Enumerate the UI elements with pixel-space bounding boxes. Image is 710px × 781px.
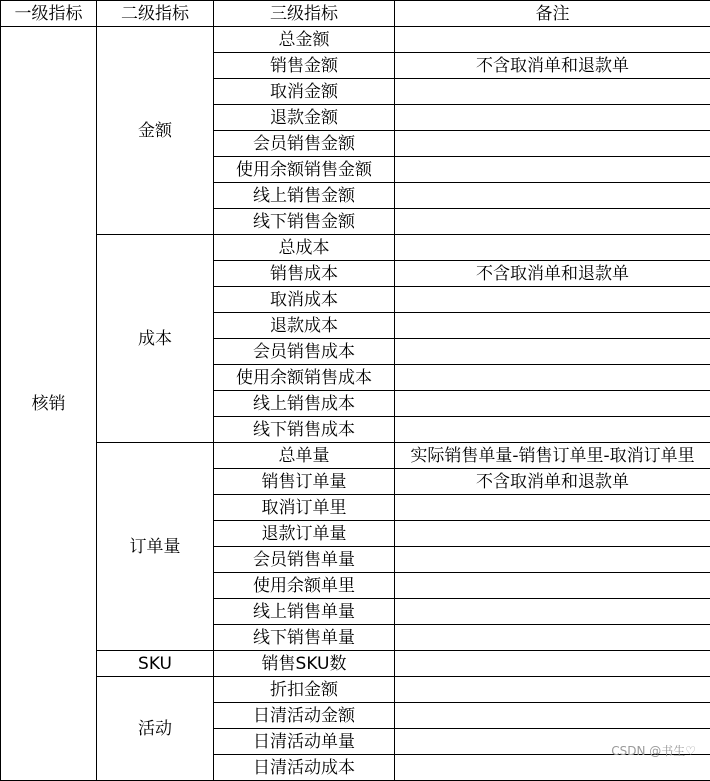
level3-cell: 销售成本 (214, 261, 395, 287)
note-cell (395, 339, 710, 365)
level3-cell: 会员销售金额 (214, 131, 395, 157)
level3-cell: 线下销售成本 (214, 417, 395, 443)
note-cell (395, 573, 710, 599)
note-cell (395, 157, 710, 183)
level2-cell: 金额 (97, 27, 214, 235)
note-cell (395, 313, 710, 339)
note-cell (395, 183, 710, 209)
level3-cell: 线上销售单量 (214, 599, 395, 625)
note-cell (395, 651, 710, 677)
note-cell: 实际销售单量-销售订单里-取消订单里 (395, 443, 710, 469)
header-note: 备注 (395, 1, 710, 27)
level3-cell: 折扣金额 (214, 677, 395, 703)
level3-cell: 线上销售金额 (214, 183, 395, 209)
level3-cell: 日清活动金额 (214, 703, 395, 729)
level2-cell: 订单量 (97, 443, 214, 651)
level3-cell: 线下销售单量 (214, 625, 395, 651)
header-level3: 三级指标 (214, 1, 395, 27)
level3-cell: 取消成本 (214, 287, 395, 313)
note-cell (395, 287, 710, 313)
table-body (1, 27, 710, 781)
level3-cell: 日清活动成本 (214, 755, 395, 781)
level1-cell: 核销 (1, 27, 97, 781)
level3-cell: 总成本 (214, 235, 395, 261)
level3-cell: 取消订单里 (214, 495, 395, 521)
table-row (1, 443, 710, 469)
note-cell: 不含取消单和退款单 (395, 53, 710, 79)
level3-cell: 销售订单量 (214, 469, 395, 495)
table-row (1, 235, 710, 261)
note-cell (395, 599, 710, 625)
note-cell (395, 209, 710, 235)
note-cell (395, 105, 710, 131)
note-cell: 不含取消单和退款单 (395, 261, 710, 287)
header-row (1, 1, 710, 27)
level3-cell: 线下销售金额 (214, 209, 395, 235)
note-cell (395, 703, 710, 729)
level3-cell: 日清活动单量 (214, 729, 395, 755)
note-cell (395, 677, 710, 703)
note-cell (395, 521, 710, 547)
level2-cell: 成本 (97, 235, 214, 443)
level3-cell: 退款金额 (214, 105, 395, 131)
level2-cell: SKU (97, 651, 214, 677)
header-level2: 二级指标 (97, 1, 214, 27)
note-cell (395, 495, 710, 521)
watermark: CSDN @书生♡ (611, 742, 696, 759)
note-cell (395, 625, 710, 651)
level3-cell: 销售金额 (214, 53, 395, 79)
header-level1: 一级指标 (1, 1, 97, 27)
note-cell (395, 365, 710, 391)
note-cell: 不含取消单和退款单 (395, 469, 710, 495)
level3-cell: 退款订单量 (214, 521, 395, 547)
level2-cell: 活动 (97, 677, 214, 781)
level3-cell: 总金额 (214, 27, 395, 53)
note-cell (395, 235, 710, 261)
level3-cell: 退款成本 (214, 313, 395, 339)
level3-cell: 线上销售成本 (214, 391, 395, 417)
level3-cell: 使用余额单里 (214, 573, 395, 599)
level3-cell: 销售SKU数 (214, 651, 395, 677)
level3-cell: 取消金额 (214, 79, 395, 105)
level3-cell: 会员销售单量 (214, 547, 395, 573)
table-row (1, 27, 710, 53)
level3-cell: 总单量 (214, 443, 395, 469)
note-cell (395, 391, 710, 417)
note-cell (395, 79, 710, 105)
level3-cell: 会员销售成本 (214, 339, 395, 365)
note-cell (395, 27, 710, 53)
level3-cell: 使用余额销售金额 (214, 157, 395, 183)
note-cell (395, 547, 710, 573)
table-row (1, 651, 710, 677)
level3-cell: 使用余额销售成本 (214, 365, 395, 391)
note-cell (395, 417, 710, 443)
table-row (1, 677, 710, 703)
note-cell (395, 131, 710, 157)
